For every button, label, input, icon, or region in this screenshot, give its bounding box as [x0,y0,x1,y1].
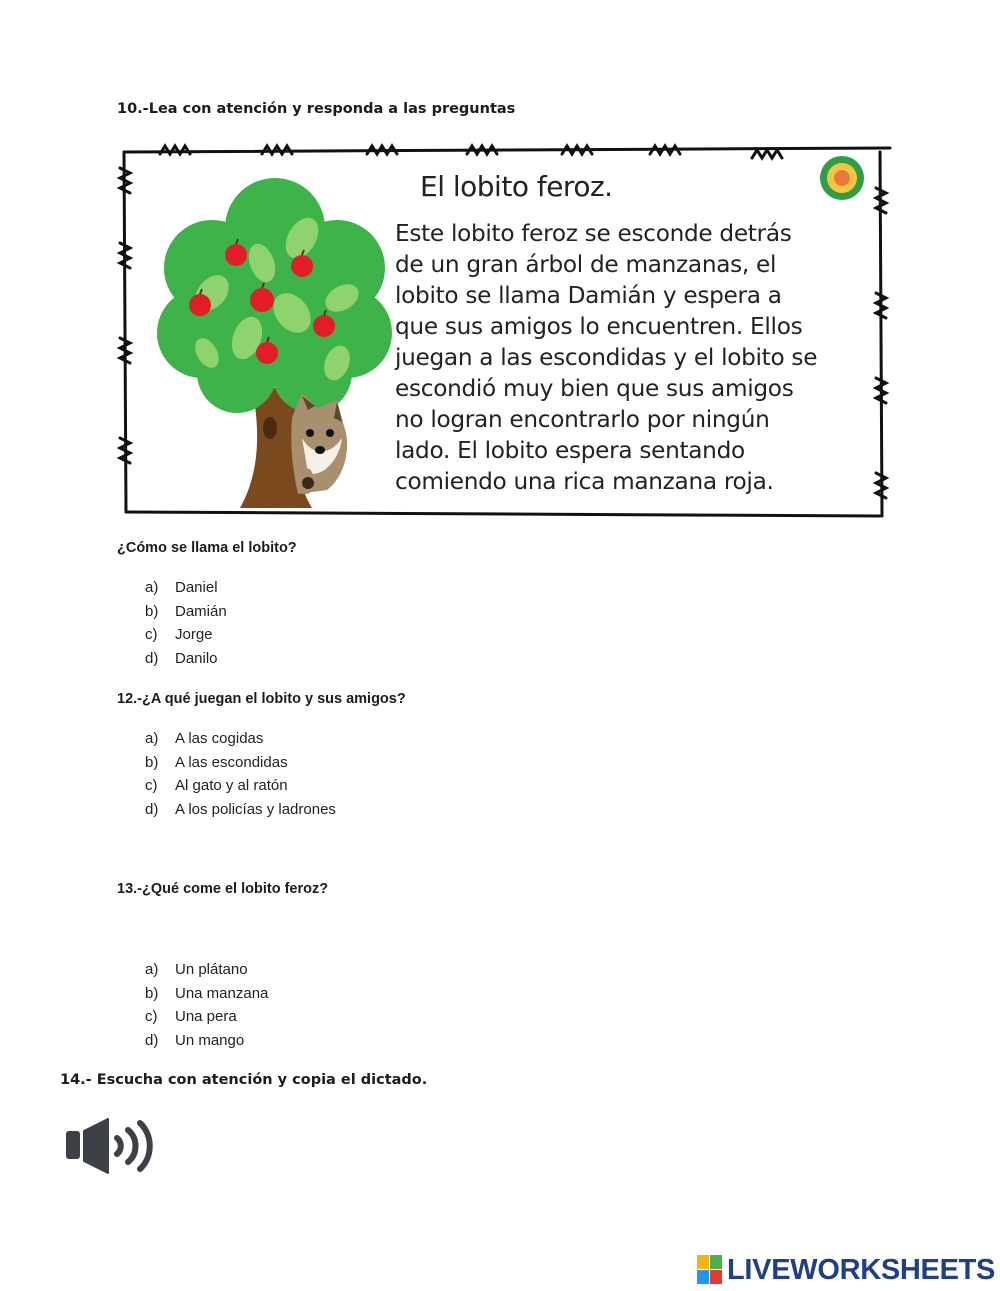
brand-name: LIVEWORKSHEETS [727,1253,996,1286]
question-13-options [145,958,268,1052]
wolf-icon [291,393,347,494]
story-line: lobito se llama Damián y espera a [395,282,782,309]
answer-option[interactable]: a) Daniel [145,579,218,596]
liveworksheets-brand [697,1253,995,1287]
question-12-heading: 12.-¿A qué juegan el lobito y sus amigos? [117,691,406,707]
answer-option[interactable]: d) Danilo [145,649,218,667]
story-line: lado. El lobito espera sentando [395,437,745,464]
answer-option[interactable]: b) Damián [145,602,227,620]
speaker-volume-icon [64,1117,154,1175]
story-illustration [112,138,902,520]
question-13-heading: 13.-¿Qué come el lobito feroz? [117,881,329,897]
answer-option[interactable]: c) Al gato y al ratón [145,777,288,795]
answer-option[interactable]: b) A las escondidas [145,753,288,771]
liveworksheets-logo-icon [697,1255,723,1285]
answer-option[interactable]: a) A las cogidas [145,730,264,747]
question-11-options [145,576,227,670]
question-14-heading: 14.- Escucha con atención y copia el dictado. [60,1072,428,1088]
story-line: escondió muy bien que sus amigos [395,375,794,402]
story-line: que sus amigos lo encuentren. Ellos [395,313,803,340]
story-line: juegan a las escondidas y el lobito se [395,344,818,371]
answer-option[interactable]: c) Una pera [145,1008,237,1026]
question-11-heading: ¿Cómo se llama el lobito? [117,540,297,556]
story-line: de un gran árbol de manzanas, el [395,251,777,278]
answer-option[interactable]: c) Jorge [145,626,213,644]
story-line: Este lobito feroz se esconde detrás [395,220,792,247]
story-line: comiendo una rica manzana roja. [395,468,774,495]
story-title: El lobito feroz. [420,170,613,203]
question-12-options [145,727,336,821]
answer-option[interactable]: b) Una manzana [145,984,269,1002]
audio-play-button[interactable] [64,1117,154,1180]
tree-knot [263,417,277,439]
section-10-heading: 10.-Lea con atención y responda a las preguntas [117,101,516,117]
answer-option[interactable]: a) Un plátano [145,961,248,978]
badge-logo-icon [820,156,864,200]
story-line: no logran encontrarlo por ningún [395,406,770,433]
answer-option[interactable]: d) A los policías y ladrones [145,800,336,818]
answer-option[interactable]: d) Un mango [145,1031,245,1049]
